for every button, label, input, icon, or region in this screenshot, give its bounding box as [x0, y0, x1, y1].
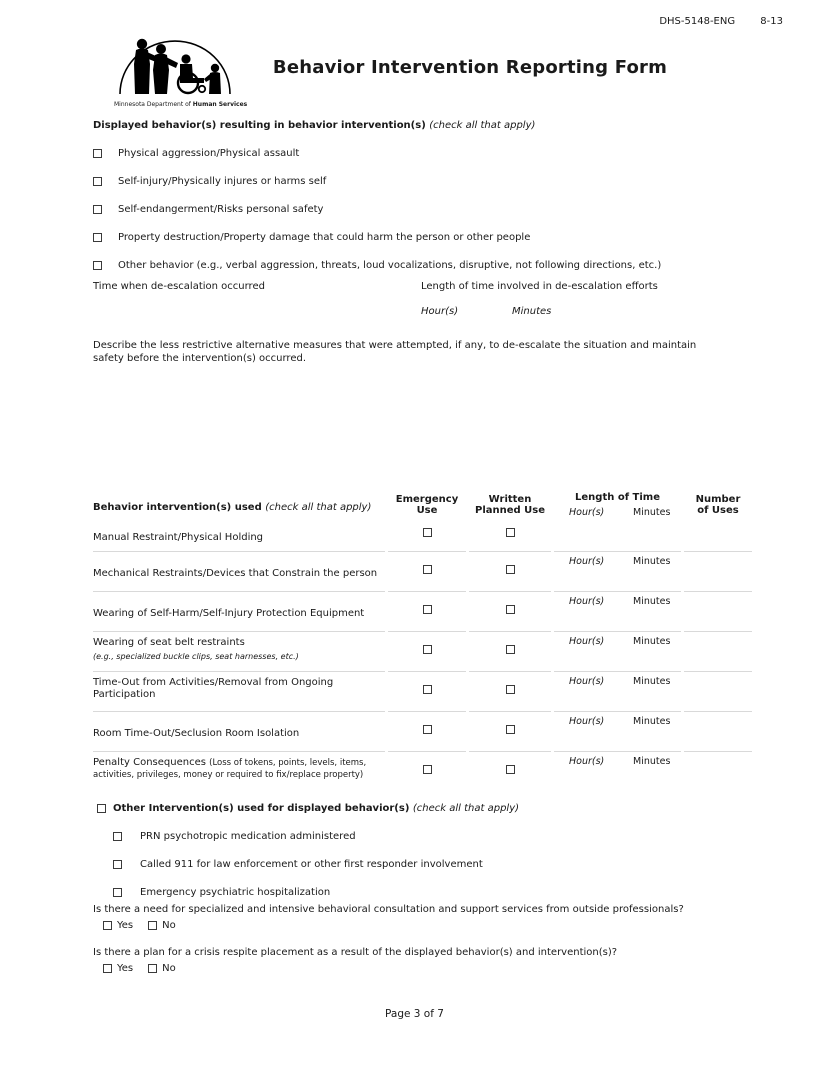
- deescalation-section: [93, 281, 758, 317]
- emergency-use-cell: [388, 671, 466, 711]
- number-of-uses-cell[interactable]: [684, 631, 752, 671]
- written-planned-use-cell: [469, 751, 551, 791]
- describe-answer-area[interactable]: [93, 370, 753, 475]
- table-row-time-out-activities: [93, 671, 752, 711]
- checkbox-emergency-self-harm-protection[interactable]: [423, 605, 432, 614]
- other-interventions-section: [97, 803, 757, 898]
- no-label: No: [162, 920, 176, 931]
- emergency-use-cell: [388, 631, 466, 671]
- checkbox-q2-yes[interactable]: [103, 964, 112, 973]
- table-row-mechanical-restraints: [93, 551, 752, 591]
- emergency-use-cell: [388, 591, 466, 631]
- col-header-behavior: Behavior intervention(s) used (check all that apply): [93, 502, 372, 513]
- length-of-time-cell[interactable]: [554, 591, 681, 631]
- question-specialized-consultation: [93, 904, 793, 931]
- checkbox-emergency-manual-restraint[interactable]: [423, 528, 432, 537]
- minutes-label: Minutes: [633, 636, 671, 647]
- intervention-label: Penalty Consequences (Loss of tokens, points, levels, items, activities, privileges, money or required to fix/replace property): [93, 751, 385, 791]
- deescalation-time-label: Time when de-escalation occurred: [93, 281, 265, 292]
- minutes-label: Minutes: [633, 506, 671, 518]
- behavior-option-label: Self-injury/Physically injures or harms self: [118, 176, 327, 187]
- checkbox-written-time-out[interactable]: [506, 685, 515, 694]
- behavior-option-label: Property destruction/Property damage that could harm the person or other people: [118, 232, 531, 243]
- checkbox-q1-yes[interactable]: [103, 921, 112, 930]
- checkbox-other-interventions[interactable]: [97, 804, 106, 813]
- behavior-option: [93, 204, 758, 215]
- checkbox-emergency-seat-belt[interactable]: [423, 645, 432, 654]
- intervention-label: Room Time-Out/Seclusion Room Isolation: [93, 711, 385, 751]
- people-arch-logo-icon: [116, 30, 234, 96]
- minutes-label: Minutes: [633, 596, 671, 607]
- other-intervention-label: PRN psychotropic medication administered: [140, 831, 356, 842]
- checkbox-self-injury[interactable]: [93, 177, 102, 186]
- minutes-label: Minutes: [633, 676, 671, 687]
- behavior-option-label: Other behavior (e.g., verbal aggression, threats, loud vocalizations, disruptive, not following directions, etc.): [118, 260, 662, 271]
- other-intervention-label: Emergency psychiatric hospitalization: [140, 887, 331, 898]
- doc-revision: 8-13: [760, 16, 783, 27]
- col-header-length-of-time: Length of Time Hour(s) Minutes: [569, 491, 671, 518]
- doc-code: DHS-5148-ENG: [659, 16, 736, 27]
- other-interventions-heading: Other Intervention(s) used for displayed behavior(s) (check all that apply): [97, 803, 757, 814]
- no-label: No: [162, 963, 176, 974]
- logo-caption: Minnesota Department of Human Services: [114, 101, 248, 108]
- hours-label: Hour(s): [569, 596, 605, 607]
- hours-label: Hour(s): [569, 556, 605, 567]
- doc-meta: [637, 16, 783, 27]
- table-row-manual-restraint: [93, 525, 752, 551]
- yes-label: Yes: [117, 920, 134, 931]
- displayed-behaviors-section: [93, 120, 758, 271]
- checkbox-written-room-time-out[interactable]: [506, 725, 515, 734]
- page-number: Page 3 of 7: [385, 1008, 444, 1020]
- table-row-seat-belt-restraints: [93, 631, 752, 671]
- question-text: Is there a plan for a crisis respite placement as a result of the displayed behavior(s) and intervention(s)?: [93, 947, 618, 958]
- behavior-option-label: Self-endangerment/Risks personal safety: [118, 204, 324, 215]
- emergency-use-cell: [388, 551, 466, 591]
- length-of-time-cell[interactable]: [554, 525, 681, 551]
- number-of-uses-cell[interactable]: [684, 591, 752, 631]
- checkbox-q2-no[interactable]: [148, 964, 157, 973]
- number-of-uses-cell[interactable]: [684, 525, 752, 551]
- page-title: Behavior Intervention Reporting Form: [272, 57, 668, 78]
- number-of-uses-cell[interactable]: [684, 551, 752, 591]
- col-header-number-of-uses: Number of Uses: [695, 493, 741, 516]
- question-text: Is there a need for specialized and intensive behavioral consultation and support services from outside professionals?: [93, 904, 684, 915]
- interventions-table: [93, 484, 752, 791]
- table-row-room-time-out: [93, 711, 752, 751]
- col-header-emergency-use: Emergency Use: [395, 493, 459, 516]
- checkbox-emergency-penalty[interactable]: [423, 765, 432, 774]
- hours-label: Hour(s): [569, 716, 605, 727]
- hours-label: Hour(s): [421, 306, 459, 317]
- intervention-label: Time-Out from Activities/Removal from Ongoing Participation: [93, 671, 385, 711]
- intervention-sublabel: (e.g., specialized buckle clips, seat harnesses, etc.): [93, 652, 299, 661]
- number-of-uses-cell[interactable]: [684, 751, 752, 791]
- question-crisis-respite: [93, 947, 793, 974]
- written-planned-use-cell: [469, 711, 551, 751]
- checkbox-prn-medication[interactable]: [113, 832, 122, 841]
- hours-label: Hour(s): [569, 636, 605, 647]
- intervention-sublabel: (Loss of tokens, points, levels, items, activities, privileges, money or required to fix/replace property): [93, 758, 367, 780]
- number-of-uses-cell[interactable]: [684, 711, 752, 751]
- written-planned-use-cell: [469, 525, 551, 551]
- intervention-label: Manual Restraint/Physical Holding: [93, 532, 264, 543]
- length-of-time-cell[interactable]: [554, 631, 681, 671]
- other-intervention-option: [113, 887, 757, 898]
- checkbox-self-endangerment[interactable]: [93, 205, 102, 214]
- written-planned-use-cell: [469, 671, 551, 711]
- other-intervention-label: Called 911 for law enforcement or other first responder involvement: [140, 859, 483, 870]
- checkbox-written-penalty[interactable]: [506, 765, 515, 774]
- interventions-table-header: [93, 484, 752, 525]
- length-of-time-cell[interactable]: [554, 751, 681, 791]
- length-of-time-cell[interactable]: [554, 671, 681, 711]
- behavior-option: [93, 232, 758, 243]
- minutes-label: Minutes: [633, 556, 671, 567]
- written-planned-use-cell: [469, 591, 551, 631]
- behavior-option: [93, 148, 758, 159]
- behavior-option: [93, 176, 758, 187]
- checkbox-physical-aggression[interactable]: [93, 149, 102, 158]
- number-of-uses-cell[interactable]: [684, 671, 752, 711]
- length-of-time-cell[interactable]: [554, 711, 681, 751]
- table-row-self-harm-protection: [93, 591, 752, 631]
- other-intervention-option: [113, 859, 757, 870]
- emergency-use-cell: [388, 751, 466, 791]
- checkbox-written-seat-belt[interactable]: [506, 645, 515, 654]
- checkbox-called-911[interactable]: [113, 860, 122, 869]
- yes-label: Yes: [117, 963, 134, 974]
- table-row-penalty-consequences: [93, 751, 752, 791]
- agency-logo: [114, 30, 248, 108]
- checkbox-emergency-hospitalization[interactable]: [113, 888, 122, 897]
- hours-label: Hour(s): [569, 756, 605, 767]
- emergency-use-cell: [388, 525, 466, 551]
- checkbox-other-behavior[interactable]: [93, 261, 102, 270]
- deescalation-length-label: Length of time involved in de-escalation efforts: [421, 281, 658, 292]
- checkbox-written-mechanical-restraints[interactable]: [506, 565, 515, 574]
- intervention-label: Mechanical Restraints/Devices that Constrain the person: [93, 551, 385, 591]
- hours-label: Hour(s): [569, 506, 605, 518]
- deescalation-length-block: [421, 281, 658, 317]
- displayed-behaviors-heading: Displayed behavior(s) resulting in behavior intervention(s) (check all that apply): [93, 120, 536, 131]
- checkbox-written-self-harm-protection[interactable]: [506, 605, 515, 614]
- minutes-label: Minutes: [512, 306, 552, 317]
- minutes-label: Minutes: [633, 756, 671, 767]
- emergency-use-cell: [388, 711, 466, 751]
- checkbox-written-manual-restraint[interactable]: [506, 528, 515, 537]
- checkbox-emergency-mechanical-restraints[interactable]: [423, 565, 432, 574]
- checkbox-property-destruction[interactable]: [93, 233, 102, 242]
- intervention-label: Wearing of Self-Harm/Self-Injury Protection Equipment: [93, 591, 385, 631]
- behavior-option-label: Physical aggression/Physical assault: [118, 148, 300, 159]
- checkbox-emergency-room-time-out[interactable]: [423, 725, 432, 734]
- describe-prompt: Describe the less restrictive alternative measures that were attempted, if any, to de-escalate the situation and maintain safety before the intervention(s) occurred.: [93, 340, 697, 364]
- minutes-label: Minutes: [633, 716, 671, 727]
- col-header-written-planned-use: Written Planned Use: [474, 493, 546, 516]
- behavior-option: [93, 260, 758, 271]
- other-intervention-option: [113, 831, 757, 842]
- checkbox-q1-no[interactable]: [148, 921, 157, 930]
- intervention-label: Wearing of seat belt restraints (e.g., specialized buckle clips, seat harnesses, etc.): [93, 631, 385, 671]
- written-planned-use-cell: [469, 551, 551, 591]
- hours-label: Hour(s): [569, 676, 605, 687]
- written-planned-use-cell: [469, 631, 551, 671]
- length-of-time-cell[interactable]: [554, 551, 681, 591]
- checkbox-emergency-time-out[interactable]: [423, 685, 432, 694]
